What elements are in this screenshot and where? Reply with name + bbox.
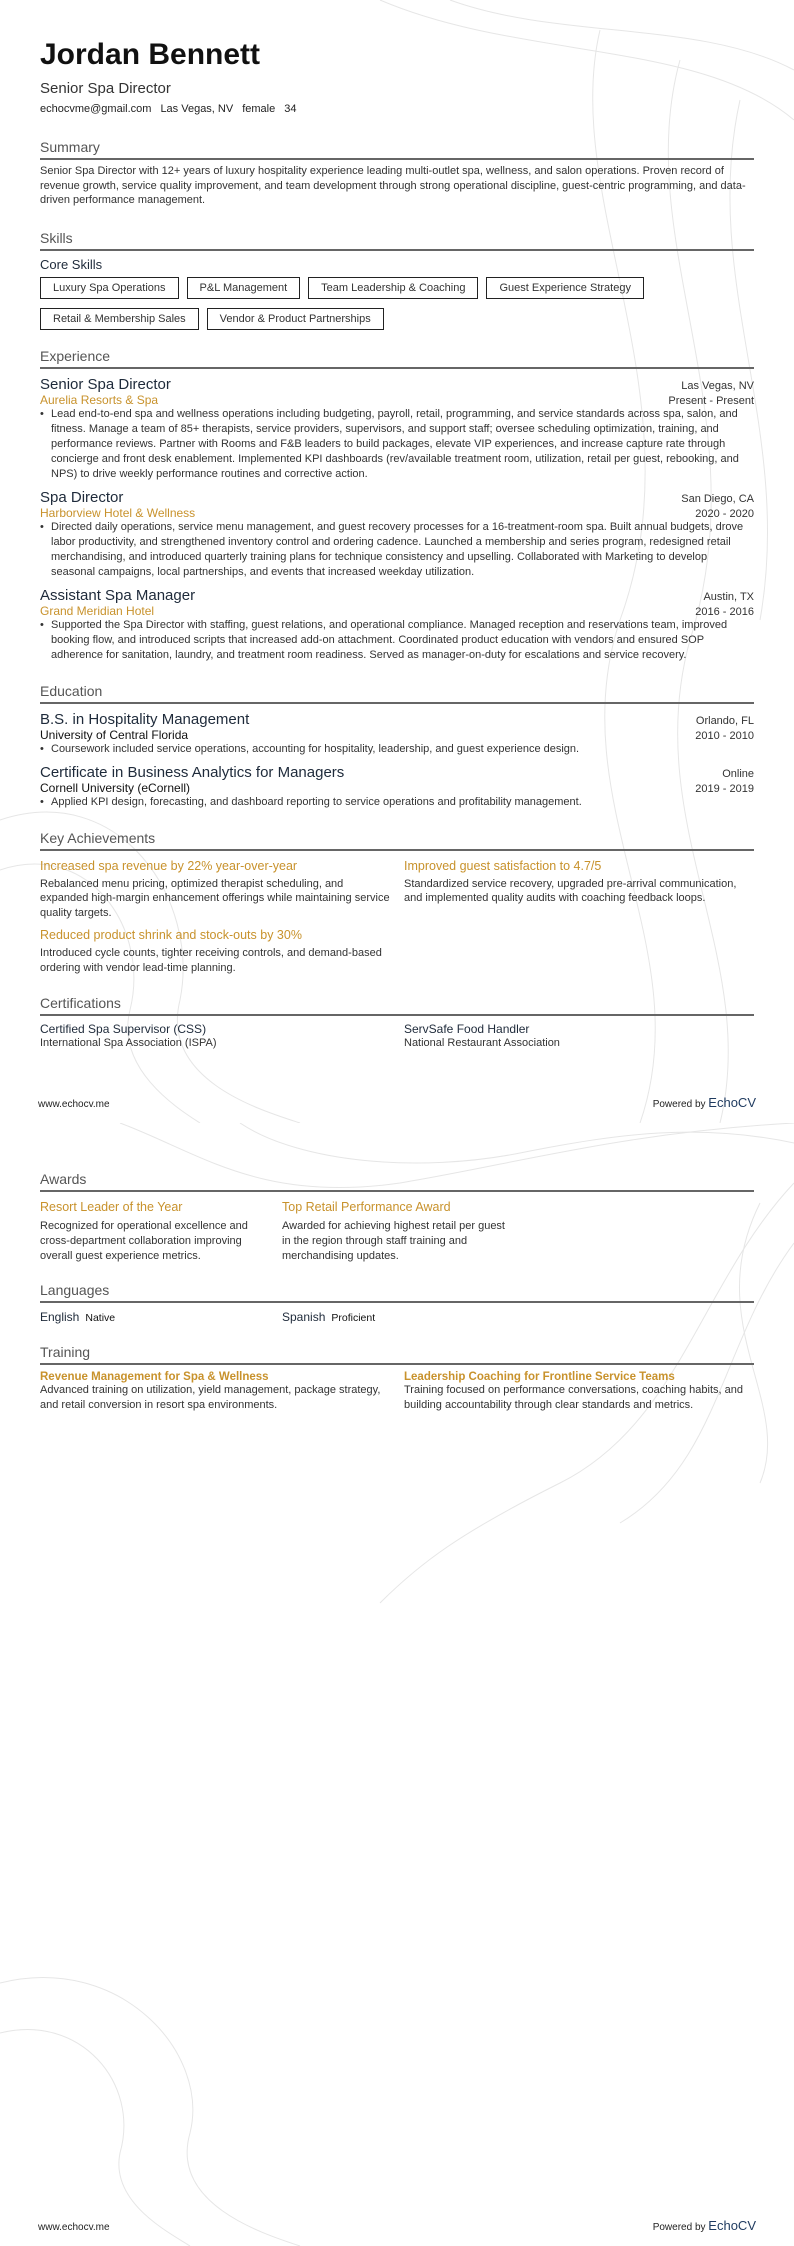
- certification-item: [40, 1022, 390, 1051]
- age: 34: [284, 103, 297, 115]
- job-bullet: • Supported the Spa Director with staffing, guest relations, and operational compliance. Managed reception and reservations team, improved booking flow, and introduced scripts that increased add-on attachment. Coordinated product education with vendors and ensured SOP adherence for sanitation, laundry, and treatment room readiness. Served as manager-on-duty for escalations and service recovery.: [40, 618, 754, 663]
- achievement-text: Introduced cycle counts, tighter receiving controls, and demand-based ordering with vendor lead-time planning.: [40, 947, 382, 974]
- achievements-grid: [40, 851, 754, 976]
- powered-by-label: Powered by: [652, 2222, 706, 2233]
- skills-tags: [40, 277, 754, 330]
- experience-entry: [40, 489, 754, 580]
- achievement-item: [40, 920, 390, 975]
- training-item: [404, 1365, 754, 1412]
- section-heading-achievements: Key Achievements: [40, 830, 754, 851]
- job-title: Assistant Spa Manager: [40, 586, 196, 604]
- languages-list: [40, 1310, 754, 1324]
- echocv-brand[interactable]: EchoCV: [708, 2218, 756, 2233]
- language-level: Proficient: [331, 1312, 376, 1324]
- section-heading-training: Training: [40, 1344, 754, 1365]
- award-text: Awarded for achieving highest retail per guest in the region through staff training and merchandising updates.: [282, 1220, 505, 1262]
- section-heading-awards: Awards: [40, 1171, 754, 1192]
- training-text: Training focused on performance conversations, coaching habits, and building accountability through clear standards and metrics.: [404, 1384, 743, 1411]
- job-bullet: • Lead end-to-end spa and wellness operations including budgeting, payroll, retail, programming, and service standards across spa, salon, and fitness. Manage a team of 85+ therapists, service providers, supervisors, and support staff; oversee scheduling optimization, training, and performance reviews. Partner with Rooms and F&B leaders to build packages, elevate VIP experiences, and increase capture rate through concierge and front desk enablement. Implemented KPI dashboards (rev/available treatment room, utilization, retail per guest, rebooking, and NPS) to drive weekly performance routines and corrective action.: [40, 407, 754, 482]
- skill-tag: Retail & Membership Sales: [40, 308, 199, 330]
- gender: female: [242, 103, 276, 115]
- job-location: Las Vegas, NV: [681, 379, 754, 392]
- training-title: Leadership Coaching for Frontline Service Teams: [404, 1371, 675, 1383]
- section-heading-languages: Languages: [40, 1282, 754, 1303]
- edu-location: Online: [722, 767, 754, 780]
- awards-grid: [40, 1192, 754, 1264]
- company: Aurelia Resorts & Spa: [40, 392, 159, 407]
- job-title: Spa Director: [40, 488, 124, 506]
- certification-item: [404, 1022, 754, 1051]
- award-text: Recognized for operational excellence and cross-department collaboration improving overall guest experience metrics.: [40, 1220, 248, 1262]
- language-level: Native: [85, 1312, 116, 1324]
- summary-text: Senior Spa Director with 12+ years of luxury hospitality experience leading multi-outlet spa, wellness, and salon operations. Proven record of revenue growth, service quality improvement, and team development through strong operational discipline, guest-centric programming, and data-driven performance management.: [40, 165, 746, 206]
- section-heading-skills: Skills: [40, 230, 754, 251]
- award-title: Top Retail Performance Award: [282, 1200, 451, 1214]
- footer-site-link[interactable]: www.echocv.me: [38, 2222, 110, 2233]
- language-item: [40, 1310, 282, 1324]
- email[interactable]: echocvme@gmail.com: [40, 103, 152, 115]
- achievement-title: Improved guest satisfaction to 4.7/5: [404, 858, 602, 873]
- training-text: Advanced training on utilization, yield management, package strategy, and retail conversion in resort spa environments.: [40, 1384, 381, 1411]
- edu-bullet: • Applied KPI design, forecasting, and dashboard reporting to service operations and profitability management.: [40, 795, 754, 810]
- cert-name: ServSafe Food Handler: [404, 1022, 530, 1036]
- resume-page-2: [0, 1123, 794, 2246]
- training-item: [40, 1365, 390, 1412]
- job-dates: Present - Present: [668, 394, 754, 407]
- school: University of Central Florida: [40, 727, 189, 742]
- training-grid: [40, 1365, 754, 1412]
- achievement-text: Standardized service recovery, upgraded pre-arrival communication, and implemented quality audits with coaching feedback loops.: [404, 877, 737, 904]
- section-heading-summary: Summary: [40, 139, 754, 160]
- candidate-name: Jordan Bennett: [40, 38, 261, 71]
- award-item: [282, 1192, 512, 1264]
- job-dates: 2020 - 2020: [695, 507, 754, 520]
- experience-entry: [40, 376, 754, 482]
- experience-entry: [40, 587, 754, 663]
- language-name: Spanish: [282, 1310, 326, 1324]
- job-bullet: • Directed daily operations, service menu management, and guest recovery processes for a 16-treatment-room spa. Built annual budgets, drove labor productivity, and strengthened inventory control and ordering cadence. Launched a membership and series program, redesigned retail merchandising, and introduced quarterly training plans for technique consistency and upselling. Collaborated with Marketing to develop seasonal campaigns, local partnerships, and events that increased weekday utilization.: [40, 520, 754, 580]
- candidate-title: Senior Spa Director: [40, 80, 171, 97]
- contact-info: [40, 103, 754, 115]
- achievement-item: [40, 851, 390, 921]
- section-heading-experience: Experience: [40, 348, 754, 369]
- job-title: Senior Spa Director: [40, 375, 171, 393]
- powered-by-label: Powered by: [652, 1099, 706, 1110]
- job-location: Austin, TX: [703, 590, 754, 603]
- certifications-grid: [40, 1022, 754, 1051]
- job-location: San Diego, CA: [681, 492, 754, 505]
- achievement-text: Rebalanced menu pricing, optimized therapist scheduling, and expanded high-margin enhancement offerings while maintaining service quality targets.: [40, 877, 390, 919]
- section-heading-certifications: Certifications: [40, 995, 754, 1016]
- location: Las Vegas, NV: [160, 103, 234, 115]
- skill-tag: Vendor & Product Partnerships: [207, 308, 384, 330]
- footer-site-link[interactable]: www.echocv.me: [38, 1099, 110, 1110]
- skill-tag: Team Leadership & Coaching: [308, 277, 478, 299]
- cert-issuer: International Spa Association (ISPA): [40, 1037, 217, 1049]
- edu-dates: 2019 - 2019: [695, 782, 754, 795]
- achievement-item: [404, 851, 754, 921]
- school: Cornell University (eCornell): [40, 780, 191, 795]
- cert-name: Certified Spa Supervisor (CSS): [40, 1022, 207, 1036]
- company: Harborview Hotel & Wellness: [40, 505, 196, 520]
- language-item: [282, 1310, 524, 1324]
- edu-bullet: • Coursework included service operations, accounting for hospitality, leadership, and guest experience design.: [40, 742, 754, 757]
- language-name: English: [40, 1310, 80, 1324]
- award-title: Resort Leader of the Year: [40, 1200, 183, 1214]
- section-heading-education: Education: [40, 683, 754, 704]
- edu-location: Orlando, FL: [695, 714, 754, 727]
- degree: Certificate in Business Analytics for Managers: [40, 763, 345, 781]
- skill-tag: P&L Management: [187, 277, 301, 299]
- page-footer: [38, 2218, 756, 2233]
- achievement-title: Reduced product shrink and stock-outs by 30%: [40, 928, 302, 942]
- skills-group-title: Core Skills: [40, 256, 103, 272]
- page-footer: [38, 1095, 756, 1110]
- education-entry: [40, 711, 754, 757]
- degree: B.S. in Hospitality Management: [40, 710, 250, 728]
- achievement-title: Increased spa revenue by 22% year-over-year: [40, 858, 298, 873]
- training-title: Revenue Management for Spa & Wellness: [40, 1371, 269, 1383]
- education-entry: [40, 764, 754, 810]
- skill-tag: Luxury Spa Operations: [40, 277, 179, 299]
- cert-issuer: National Restaurant Association: [404, 1037, 560, 1049]
- job-dates: 2016 - 2016: [695, 605, 754, 618]
- company: Grand Meridian Hotel: [40, 603, 155, 618]
- edu-dates: 2010 - 2010: [695, 729, 754, 742]
- echocv-brand[interactable]: EchoCV: [708, 1095, 756, 1110]
- award-item: [40, 1192, 270, 1264]
- skill-tag: Guest Experience Strategy: [486, 277, 643, 299]
